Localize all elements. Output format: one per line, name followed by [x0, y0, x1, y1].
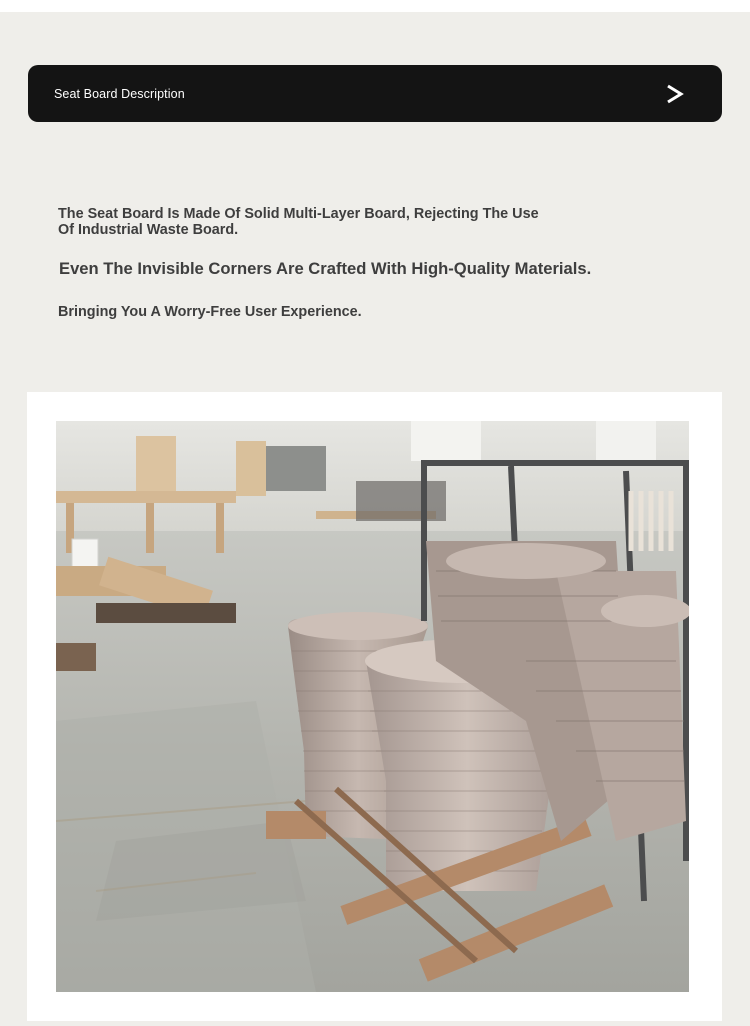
chevron-right-icon[interactable] [664, 83, 686, 105]
description-line-2: Even The Invisible Corners Are Crafted With High-Quality Materials. [59, 259, 592, 278]
factory-photo [56, 421, 689, 992]
description-line-1: The Seat Board Is Made Of Solid Multi-Layer Board, Rejecting The Use Of Industrial Waste Board. [58, 206, 539, 238]
section-header-bar[interactable] [28, 65, 722, 122]
top-strip [0, 0, 750, 12]
section-header-title: Seat Board Description [54, 86, 185, 101]
description-line-3: Bringing You A Worry-Free User Experience. [58, 304, 362, 320]
photo-card [27, 392, 722, 1021]
